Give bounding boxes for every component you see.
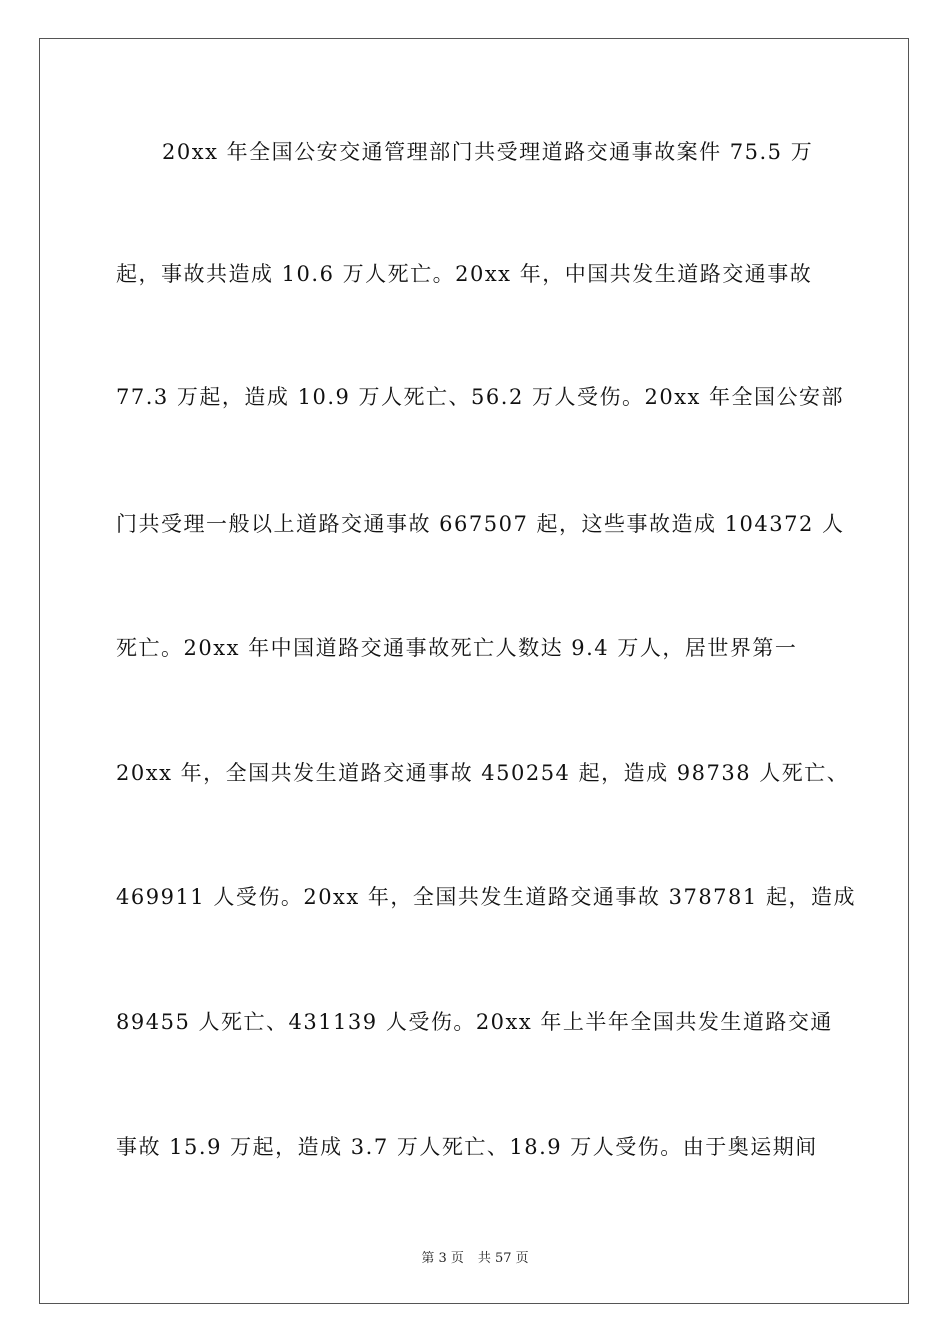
page-footer bbox=[0, 1247, 950, 1266]
total-pages: 共 57 页 bbox=[477, 1251, 529, 1266]
paragraph-line: 469911 人受伤。20xx 年，全国共发生道路交通事故 378781 起，造成 bbox=[116, 885, 856, 909]
paragraph-line: 89455 人死亡、431139 人受伤。20xx 年上半年全国共发生道路交通 bbox=[116, 1010, 833, 1034]
paragraph-line: 门共受理一般以上道路交通事故 667507 起，这些事故造成 104372 人 bbox=[116, 512, 845, 536]
page-number: 第 3 页 bbox=[421, 1251, 464, 1266]
paragraph-line: 20xx 年，全国共发生道路交通事故 450254 起，造成 98738 人死亡、 bbox=[116, 761, 850, 785]
paragraph-line: 死亡。20xx 年中国道路交通事故死亡人数达 9.4 万人，居世界第一 bbox=[116, 636, 798, 660]
paragraph-line: 77.3 万起，造成 10.9 万人死亡、56.2 万人受伤。20xx 年全国公安部 bbox=[116, 385, 845, 409]
paragraph-line: 事故 15.9 万起，造成 3.7 万人死亡、18.9 万人受伤。由于奥运期间 bbox=[116, 1135, 818, 1159]
paragraph-line: 起，事故共造成 10.6 万人死亡。20xx 年，中国共发生道路交通事故 bbox=[116, 262, 813, 286]
page-border bbox=[39, 38, 909, 1304]
paragraph-line: 20xx 年全国公安交通管理部门共受理道路交通事故案件 75.5 万 bbox=[162, 140, 814, 164]
